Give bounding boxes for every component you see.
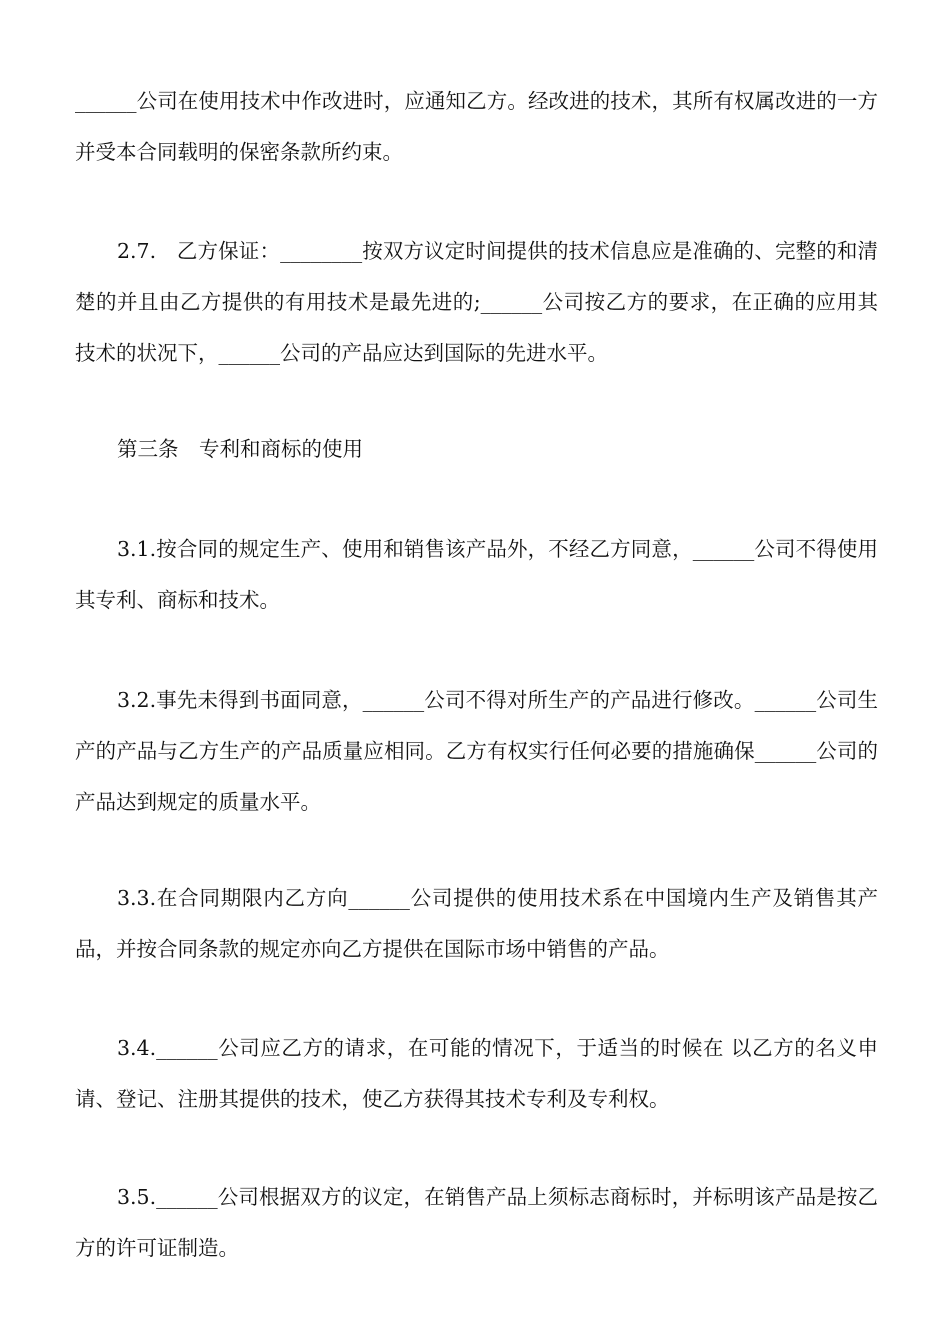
clause-3-5: 3.5.______公司根据双方的议定，在销售产品上须标志商标时，并标明该产品是按乙方的许可证制造。 xyxy=(75,1185,878,1260)
document-page xyxy=(75,0,878,1344)
clause-3-2: 3.2.事先未得到书面同意，______公司不得对所生产的产品进行修改。______公司生产的产品与乙方生产的产品质量应相同。乙方有权实行任何必要的措施确保______公司的产品达到规定的质量水平。 xyxy=(75,688,878,814)
clause-3-1: 3.1.按合同的规定生产、使用和销售该产品外，不经乙方同意，______公司不得使用其专利、商标和技术。 xyxy=(75,537,878,612)
paragraph-improvement-ownership: ______公司在使用技术中作改进时，应通知乙方。经改进的技术，其所有权属改进的一方并受本合同载明的保密条款所约束。 xyxy=(75,89,878,164)
clause-3-4: 3.4.______公司应乙方的请求，在可能的情况下，于适当的时候在 以乙方的名义申请、登记、注册其提供的技术，使乙方获得其技术专利及专利权。 xyxy=(75,1036,878,1111)
clause-3-3: 3.3.在合同期限内乙方向______公司提供的使用技术系在中国境内生产及销售其产品，并按合同条款的规定亦向乙方提供在国际市场中销售的产品。 xyxy=(75,886,878,961)
article-3-heading: 第三条 专利和商标的使用 xyxy=(117,437,363,461)
clause-2-7: 2.7. 乙方保证：________按双方议定时间提供的技术信息应是准确的、完整的和清楚的并且由乙方提供的有用技术是最先进的;______公司按乙方的要求，在正确的应用其技术的状况下，______公司的产品应达到国际的先进水平。 xyxy=(75,239,878,365)
